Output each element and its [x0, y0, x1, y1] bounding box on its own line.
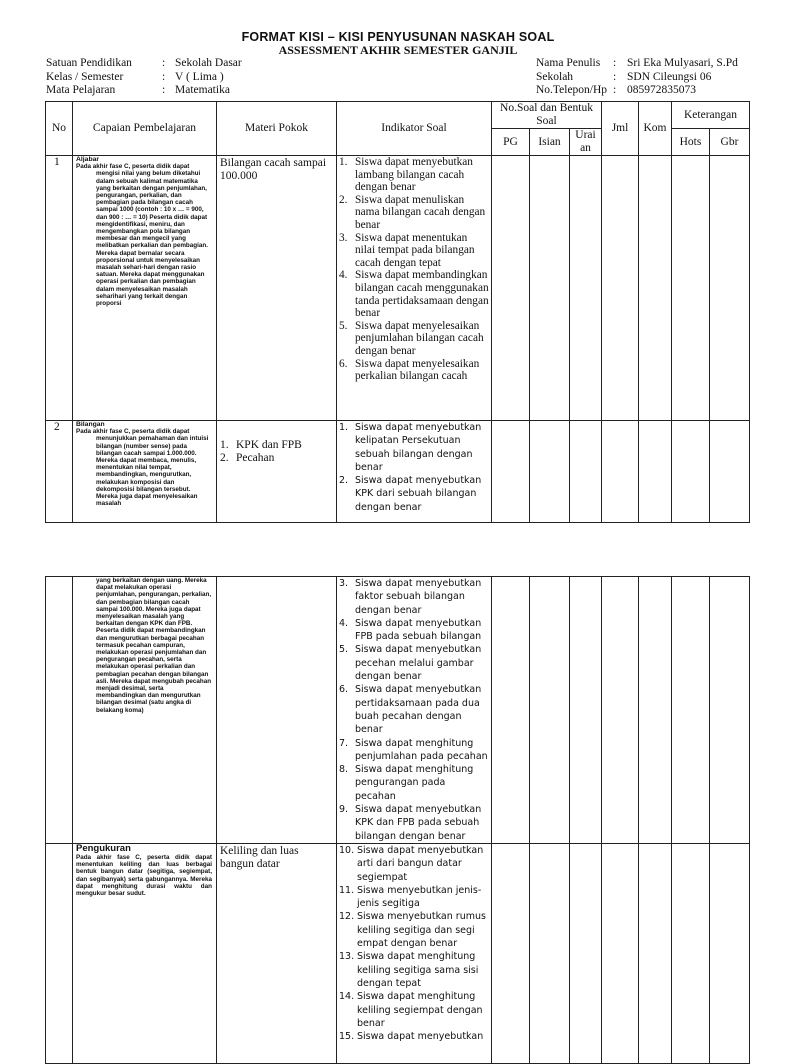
indikator-list	[337, 577, 491, 843]
capaian-text: mengisi nilai yang belum diketahui dalam sebuah kalimat matematika yang berkaitan dengan penjumlahan, pengurangan, perkalian, dan pembagian pada bilangan cacah sampai 1000 (contoh : 10 x … = 900, dan 900 : … = 10) Peserta didik dapat mengidentifikasi, meniru, dan mengembangkan pola bilangan membesar dan mengecil yang melibatkan perkalian dan pembagian. Mereka dapat bernalar secara proporsional untuk menyelesaikan masalah sehari-hari dengan rasio satuan. Mereka dapat menggunakan operasi perkalian dan pembagian dalam menyelesaikan masalah seharihari yang terkait dengan proporsi	[96, 170, 208, 308]
uraian-cell	[570, 156, 602, 421]
indikator-item: 6. Siswa dapat menyebutkan pertidaksamaan pada dua buah pecahan dengan benar	[339, 684, 482, 736]
col-uraian-header: Urai an	[570, 129, 602, 156]
capaian-cell	[73, 843, 217, 1063]
indikator-item: 3. Siswa dapat menyebutkan faktor sebuah bilangan dengan benar	[339, 578, 482, 616]
materi-cell: Bilangan cacah sampai 100.000	[217, 156, 337, 421]
indikator-item: 1. Siswa dapat menyebutkan kelipatan Persekutuan sebuah bilangan dengan benar	[339, 422, 482, 473]
row-number: 2	[46, 421, 73, 523]
col-indikator-header: Indikator Soal	[337, 102, 492, 156]
indikator-list	[337, 156, 491, 383]
hots-cell	[672, 577, 710, 844]
col-hots-header: Hots	[672, 129, 710, 156]
uraian-cell	[570, 421, 602, 523]
capaian-cell	[73, 421, 217, 523]
col-gbr-header: Gbr	[710, 129, 750, 156]
indikator-item: 11. Siswa menyebutkan jenis-jenis segitiga	[339, 884, 482, 910]
col-jml-header: Jml	[602, 102, 639, 156]
indikator-item: 5. Siswa dapat menyelesaikan penjumlahan bilangan cacah dengan benar	[339, 319, 484, 357]
indikator-item: 2. Siswa dapat menyebutkan KPK dari sebuah bilangan dengan benar	[339, 475, 482, 513]
capaian-heading: Aljabar	[76, 156, 100, 163]
capaian-text: yang berkaitan dengan uang. Mereka dapat melakukan operasi penjumlahan, pengurangan, perkalian, dan pembagian bilangan cacah sampai 100.000. Mereka juga dapat menyelesaikan masalah yang berkaitan dengan KPK dan FPB. Peserta didik dapat membandingkan dan mengurutkan berbagai pecahan termasuk pecahan campuran, melakukan operasi penjumlahan dan pengurangan pecahan, serta melakukan operasi perkalian dan pembagian pecahan dengan bilangan asli. Mereka dapat mengubah pecahan menjadi desimal, serta membandingkan dan mengurutkan bilangan desimal (satu angka di belakang koma)	[96, 577, 212, 714]
indikator-list	[337, 844, 491, 1043]
capaian-heading: Bilangan	[76, 421, 105, 428]
pg-cell	[492, 421, 530, 523]
info-left-block	[46, 57, 242, 98]
pg-cell	[492, 156, 530, 421]
table-row	[46, 577, 750, 844]
capaian-cell	[73, 156, 217, 421]
info-row-mapel: Mata Pelajaran : Matematika	[46, 84, 230, 96]
capaian-text: menunjukkan pemahaman dan intuisi bilangan (number sense) pada bilangan cacah sampai 1.000.000. Mereka dapat membaca, menulis, menentukan nilai tempat, membandingkan, mengurutkan, melakukan komposisi dan dekomposisi bilangan tersebut. Mereka juga dapat menyelesaikan masalah	[96, 435, 209, 508]
indikator-item: 10. Siswa dapat menyebutkan arti dari bangun datar segiempat	[339, 844, 484, 883]
hots-cell	[672, 843, 710, 1063]
table-row	[46, 156, 750, 421]
isian-cell	[530, 421, 570, 523]
indikator-cell	[337, 843, 492, 1063]
info-row-satuan: Satuan Pendidikan : Sekolah Dasar	[46, 57, 242, 69]
indikator-item: 13. Siswa dapat menghitung keliling segitiga sama sisi dengan tepat	[339, 951, 479, 989]
indikator-item: 4. Siswa dapat menyebutkan FPB pada sebuah bilangan	[339, 617, 482, 643]
document-title: FORMAT KISI – KISI PENYUSUNAN NASKAH SOAL	[241, 30, 555, 44]
pg-cell	[492, 843, 530, 1063]
materi-cell: Keliling dan luas bangun datar	[217, 843, 337, 1063]
materi-item: 2. Pecahan	[220, 452, 275, 464]
document-page-1	[0, 0, 768, 548]
uraian-cell	[570, 577, 602, 844]
gbr-cell	[710, 843, 750, 1063]
col-keterangan-header: Keterangan	[672, 102, 750, 129]
indikator-item: 12. Siswa menyebutkan rumus keliling segitiga dan segi empat dengan benar	[339, 911, 486, 950]
indikator-item: 1. Siswa dapat menyebutkan lambang bilangan cacah dengan benar	[339, 156, 473, 194]
page-break	[0, 548, 768, 572]
indikator-item: 5. Siswa dapat menyebutkan pecehan melalui gambar dengan benar	[339, 644, 482, 683]
col-kom-header: Kom	[639, 102, 672, 156]
row-number	[46, 577, 73, 844]
capaian-first-line: Pada akhir fase C, peserta didik dapat	[76, 163, 190, 171]
col-materi-header: Materi Pokok	[217, 102, 337, 156]
materi-list	[220, 439, 334, 465]
col-bentuk-header: No.Soal dan Bentuk Soal	[492, 102, 602, 129]
col-isian-header: Isian	[530, 129, 570, 156]
capaian-first-line: Pada akhir fase C, peserta didik dapat	[76, 428, 190, 436]
kom-cell	[639, 577, 672, 844]
isian-cell	[530, 843, 570, 1063]
info-row-penulis: Nama Penulis : Sri Eka Mulyasari, S.Pd	[536, 57, 738, 69]
isian-cell	[530, 577, 570, 844]
kisi-table-continued	[45, 576, 750, 1064]
materi-item: 1. KPK dan FPB	[220, 439, 302, 451]
indikator-cell	[337, 577, 492, 844]
table-row	[46, 421, 750, 523]
jml-cell	[602, 843, 639, 1063]
indikator-item: 2. Siswa dapat menuliskan nama bilangan cacah dengan benar	[339, 193, 486, 231]
col-no-header: No	[46, 102, 73, 156]
document-page-2	[0, 572, 768, 1043]
indikator-cell	[337, 156, 492, 421]
kom-cell	[639, 421, 672, 523]
indikator-cell	[337, 421, 492, 523]
indikator-item: 9. Siswa dapat menyebutkan KPK dan FPB pada sebuah bilangan dengan benar	[339, 804, 482, 842]
row-number: 1	[46, 156, 73, 421]
hots-cell	[672, 156, 710, 421]
table-row	[46, 843, 750, 1063]
materi-cell	[217, 577, 337, 844]
indikator-item: 6. Siswa dapat menyelesaikan perkalian bilangan cacah	[339, 357, 480, 383]
hots-cell	[672, 421, 710, 523]
info-row-telepon: No.Telepon/Hp : 085972835073	[536, 84, 696, 96]
indikator-item: 14. Siswa dapat menghitung keliling segiempat dengan benar	[339, 991, 483, 1029]
jml-cell	[602, 577, 639, 844]
kom-cell	[639, 156, 672, 421]
info-row-kelas: Kelas / Semester : V ( Lima )	[46, 70, 224, 83]
materi-cell	[217, 421, 337, 523]
indikator-item: 4. Siswa dapat membandingkan bilangan cacah menggunakan tanda pertidaksamaan dengan benar	[339, 269, 489, 320]
info-row-sekolah: Sekolah : SDN Cileungsi 06	[536, 70, 712, 83]
col-pg-header: PG	[492, 129, 530, 156]
col-capaian-header: Capaian Pembelajaran	[73, 102, 217, 156]
document-subtitle: ASSESSMENT AKHIR SEMESTER GANJIL	[278, 43, 518, 57]
isian-cell	[530, 156, 570, 421]
row-number	[46, 843, 73, 1063]
capaian-text: Pada akhir fase C, peserta didik dapat menentukan keliling dan luas berbagai bentuk bangun datar (segitiga, segiempat, dan segibanyak) serta gabungannya. Mereka dapat menghitung durasi waktu dan mengukur besar sudut.	[76, 853, 212, 897]
uraian-cell	[570, 843, 602, 1063]
kisi-table	[45, 101, 750, 523]
jml-cell	[602, 421, 639, 523]
indikator-item: 3. Siswa dapat menentukan nilai tempat pada bilangan cacah dengan tepat	[339, 231, 475, 269]
indikator-item: 7. Siswa dapat menghitung penjumlahan pada pecahan	[339, 737, 488, 762]
pg-cell	[492, 577, 530, 844]
gbr-cell	[710, 421, 750, 523]
kom-cell	[639, 843, 672, 1063]
capaian-cell	[73, 577, 217, 844]
jml-cell	[602, 156, 639, 421]
indikator-item: 15. Siswa dapat menyebutkan	[339, 1031, 484, 1043]
gbr-cell	[710, 156, 750, 421]
info-right-block	[536, 57, 738, 98]
indikator-list	[337, 421, 491, 514]
gbr-cell	[710, 577, 750, 844]
indikator-item: 8. Siswa dapat menghitung pengurangan pada pecahan	[339, 764, 474, 802]
capaian-heading: Pengukuran	[76, 842, 131, 854]
